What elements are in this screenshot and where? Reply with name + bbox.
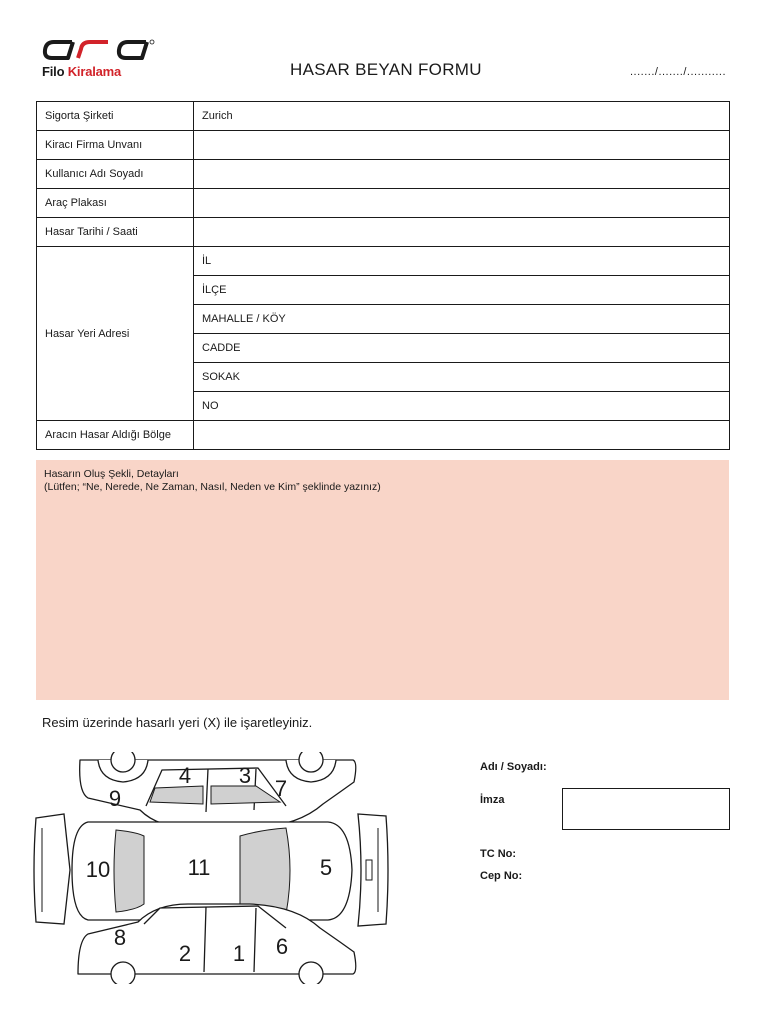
mobile-number-label: Cep No: <box>480 870 523 882</box>
address-province-field[interactable]: İL <box>194 247 730 276</box>
address-neighborhood-field[interactable]: MAHALLE / KÖY <box>194 305 730 334</box>
address-street-field[interactable]: CADDE <box>194 334 730 363</box>
part-number-9[interactable]: 9 <box>108 786 122 811</box>
part-number-4[interactable]: 4 <box>178 763 192 788</box>
address-district-field[interactable]: İLÇE <box>194 276 730 305</box>
damage-datetime-label: Hasar Tarihi / Saati <box>37 218 194 247</box>
diagram-instruction: Resim üzerinde hasarlı yeri (X) ile işaretleyiniz. <box>42 715 313 730</box>
plate-field[interactable] <box>194 189 730 218</box>
plate-label: Araç Plakası <box>37 189 194 218</box>
damage-details-area[interactable] <box>36 460 729 700</box>
signature-box[interactable] <box>562 788 730 830</box>
table-row <box>37 421 730 450</box>
logo-text <box>42 64 121 79</box>
details-hint: (Lütfen; “Ne, Nerede, Ne Zaman, Nasıl, Neden ve Kim” şeklinde yazınız) <box>44 481 381 493</box>
signature-label: İmza <box>480 794 505 806</box>
details-title: Hasarın Oluş Şekli, Detayları <box>44 468 179 480</box>
insurance-company-field[interactable]: Zurich <box>194 102 730 131</box>
logo-word-kiralama: Kiralama <box>67 64 122 79</box>
date-field[interactable]: ......./......./........... <box>630 66 727 78</box>
insurance-company-label: Sigorta Şirketi <box>37 102 194 131</box>
renter-company-field[interactable] <box>194 131 730 160</box>
part-number-8[interactable]: 8 <box>113 925 127 950</box>
windshield-rear <box>114 830 144 912</box>
tc-number-label: TC No: <box>480 848 517 860</box>
car-damage-diagram[interactable] <box>28 752 398 984</box>
part-number-11[interactable]: 11 <box>187 855 211 880</box>
damage-datetime-field[interactable] <box>194 218 730 247</box>
form-title: HASAR BEYAN FORMU <box>290 60 482 79</box>
table-row <box>37 131 730 160</box>
front-bumper <box>358 814 388 926</box>
logo-mark-icon <box>42 38 157 64</box>
damage-region-field[interactable] <box>194 421 730 450</box>
address-number-field[interactable]: NO <box>194 392 730 421</box>
user-name-label: Kullanıcı Adı Soyadı <box>37 160 194 189</box>
address-label: Hasar Yeri Adresi <box>37 247 194 421</box>
part-number-2[interactable]: 2 <box>178 941 192 966</box>
part-number-10[interactable]: 10 <box>85 857 111 882</box>
part-number-1[interactable]: 1 <box>232 941 246 966</box>
user-name-field[interactable] <box>194 160 730 189</box>
part-number-5[interactable]: 5 <box>319 855 333 880</box>
part-number-7[interactable]: 7 <box>274 776 288 801</box>
rear-bumper <box>34 814 70 924</box>
part-number-3[interactable]: 3 <box>238 763 252 788</box>
table-row <box>37 189 730 218</box>
renter-company-label: Kiracı Firma Unvanı <box>37 131 194 160</box>
table-row <box>37 218 730 247</box>
damage-region-label: Aracın Hasar Aldığı Bölge <box>37 421 194 450</box>
table-row <box>37 102 730 131</box>
address-lane-field[interactable]: SOKAK <box>194 363 730 392</box>
part-number-6[interactable]: 6 <box>275 934 289 959</box>
company-logo <box>42 38 157 80</box>
windshield-front <box>240 828 290 914</box>
table-row <box>37 247 730 276</box>
claim-form-table <box>36 101 730 450</box>
name-surname-label: Adı / Soyadı: <box>480 761 547 773</box>
logo-word-filo: Filo <box>42 64 65 79</box>
table-row <box>37 160 730 189</box>
